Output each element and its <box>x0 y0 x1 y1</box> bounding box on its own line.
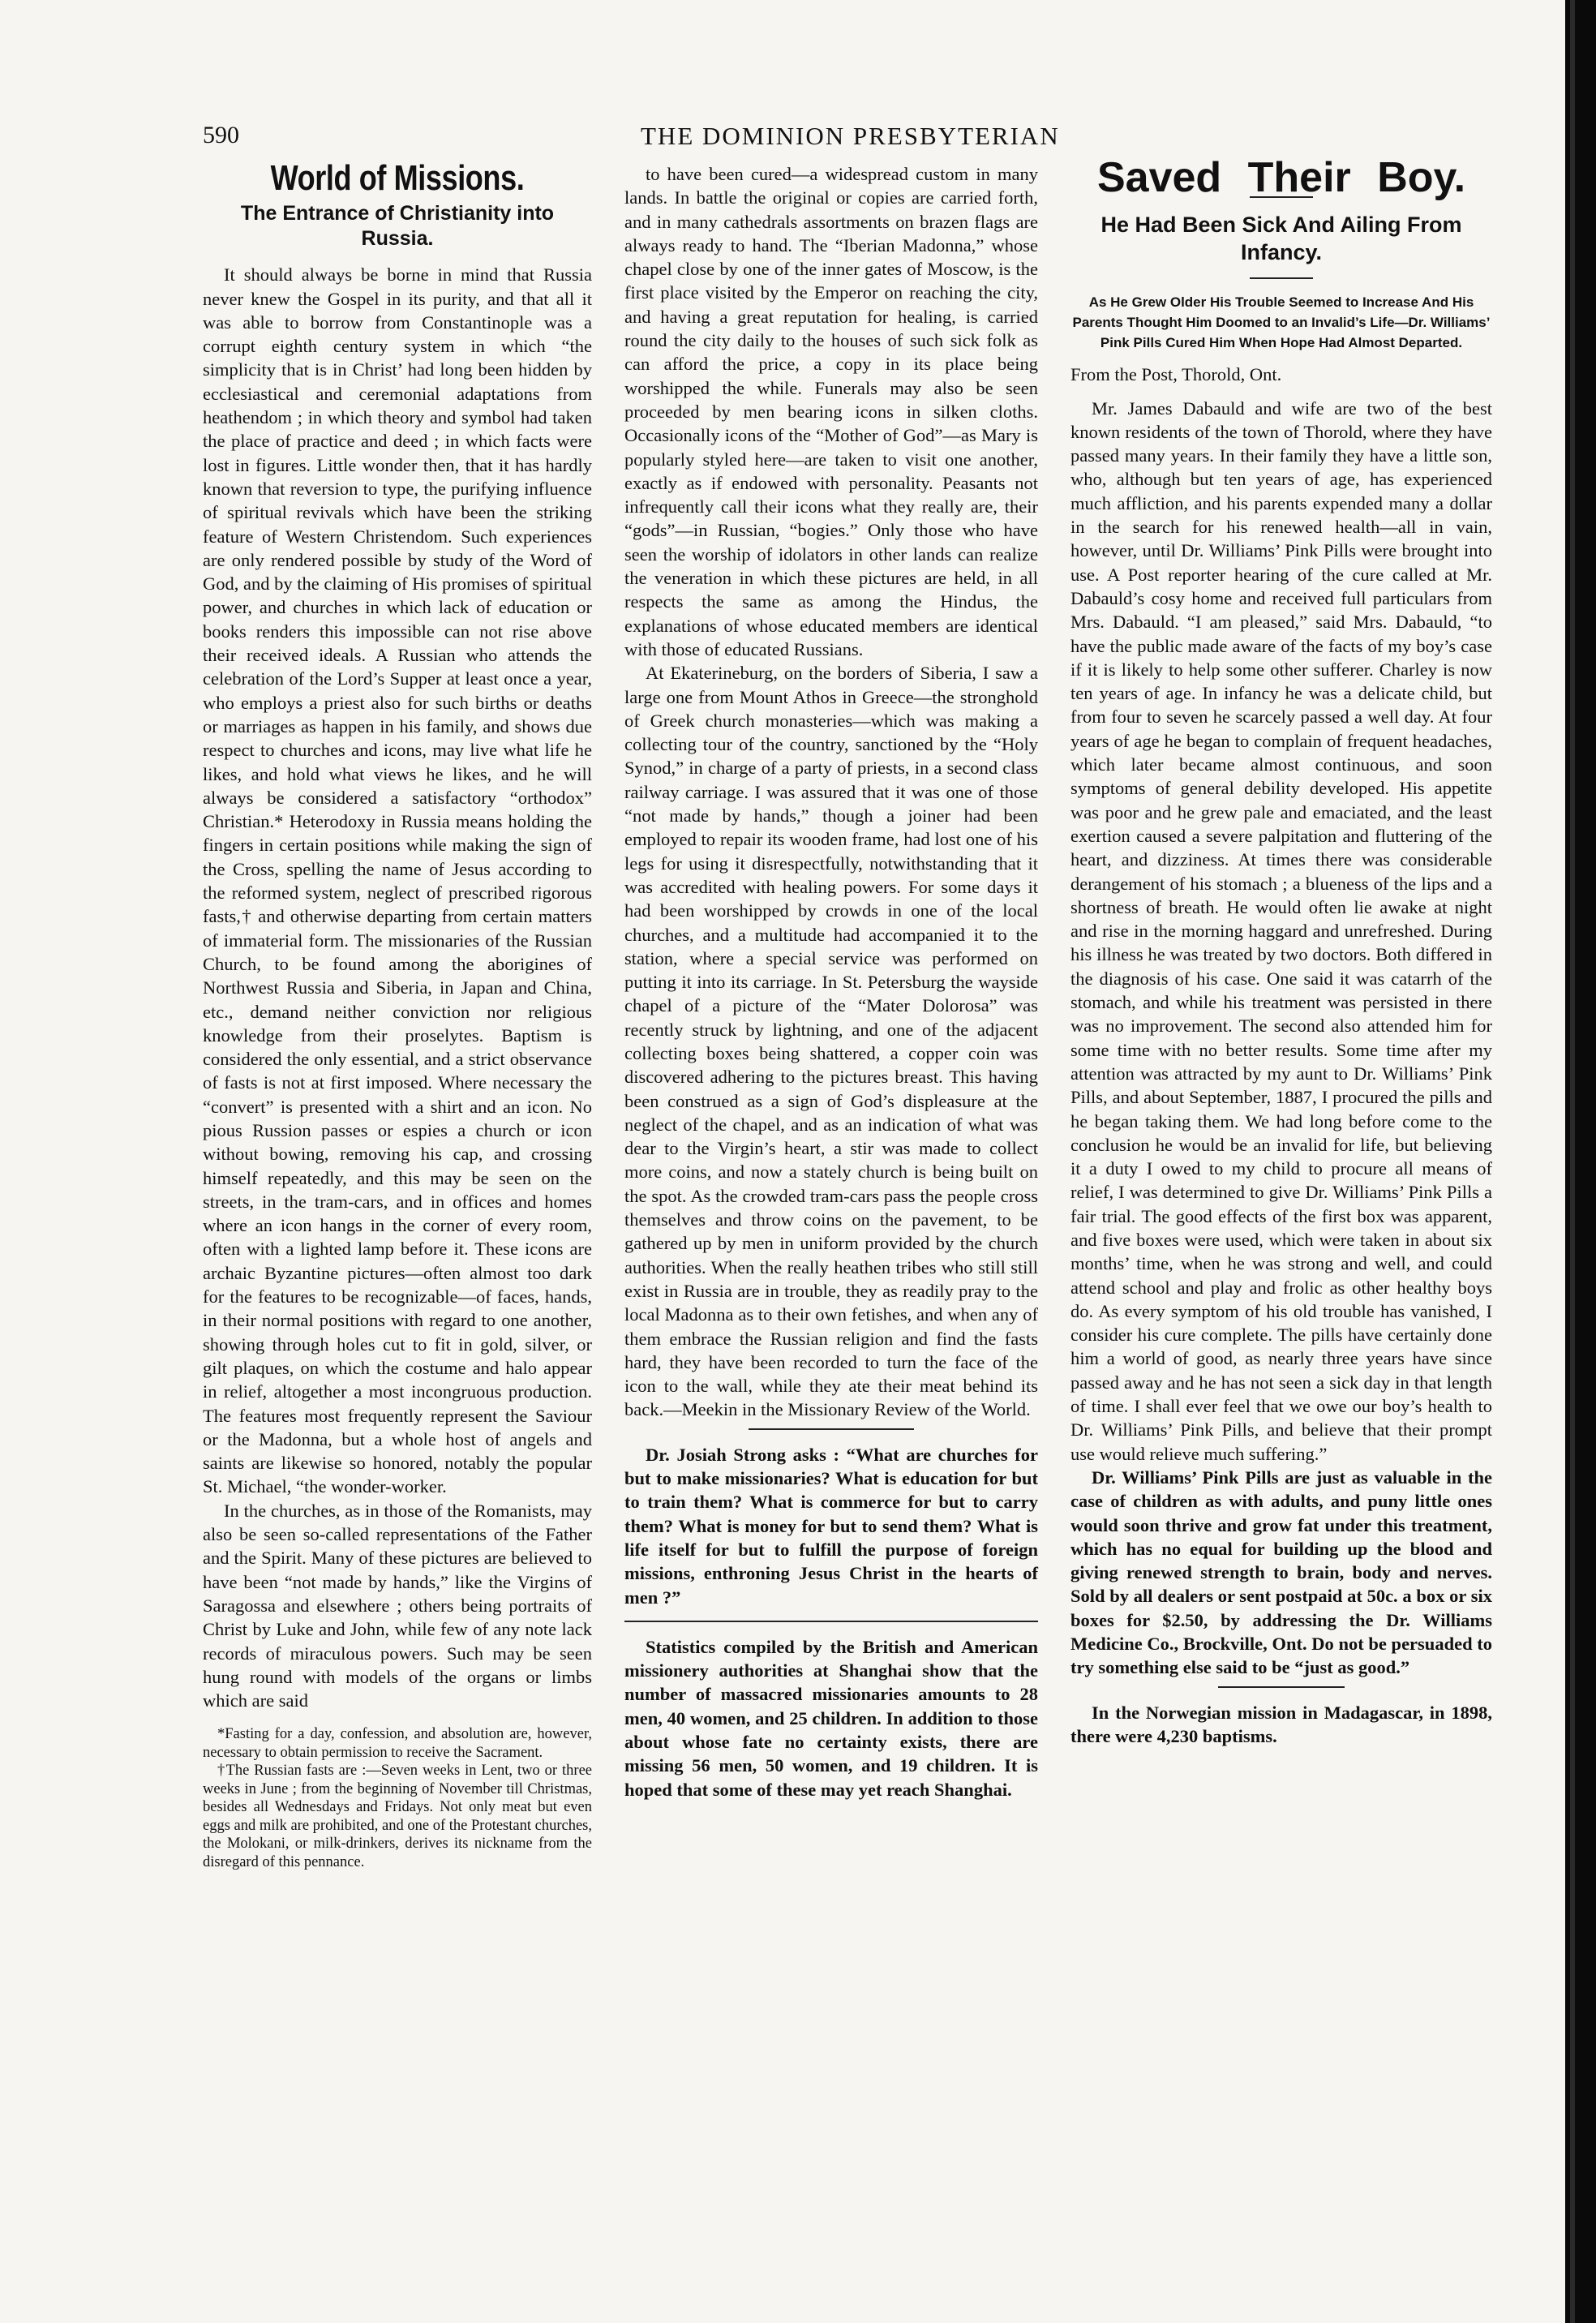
column-middle <box>624 162 1038 1801</box>
ad-title: Saved Their Boy. <box>1096 154 1466 201</box>
article-subtitle: The Entrance of Christianity into Russia. <box>240 202 555 251</box>
column-saved-their-boy <box>1070 154 1492 1748</box>
closing-paragraph: In the Norwegian mission in Madagascar, in 1898, there were 4,230 baptisms. <box>1070 1702 1492 1746</box>
divider <box>1250 277 1313 279</box>
footnotes <box>203 1725 592 1871</box>
article-paragraph: It should always be borne in mind that Russia never knew the Gospel in its purity, and that all it was able to borrow from Constantinople was a corrupt eighth century system in which “the simplicity that is in Christ’ had long been hidden by ecclesiastical and ceremonial adaptations from heathendom ; in which theory and symbol had taken the place of practice and deed ; in which facts were lost in figures. Little wonder then, that it has hardly known that reversion to type, the purifying influence of spiritual revivals which have been the striking feature of Western Christendom. Such experiences are only rendered possible by study of the Word of God, and by the claiming of His promises of spiritual power, and churches in which lack of education or books renders this impossible can not rise above their received ideals. A Russian who attends the celebration of the Lord’s Supper at least once a year, who employs a priest also for such births or deaths or marriages as happen in his family, and shows due respect to churches and icons, may live what life he likes, and hold what views he likes, and he will always be considered a satisfactory “orthodox” Christian.* Heterodoxy in Russia means holding the fingers in certain positions while making the sign of the Cross, spelling the name of Jesus according to the reformed system, neglect of prescribed rigorous fasts,† and otherwise departing from certain matters of immaterial form. The missionaries of the Russian Church, to be found among the aborigines of Northwest Russia and Siberia, in Japan and China, etc., demand neither conviction nor religious knowledge from their proselytes. Baptism is considered the only essential, and a strict observance of fasts is not at first imposed. Where necessary the “convert” is presented with a shirt and an icon. No pious Russion passes or espies a church or icon without bowing, removing his cap, and crossing himself repeatedly, and this may be seen on the streets, in the tram-cars, and in offices and homes where an icon hangs in the corner of every room, often with a lighted lamp before it. These icons are archaic Byzantine pictures—often almost too dark for the features to be recognizable—of faces, hands, in their normal positions with regard to one another, showing through holes cut to fit in gold, silver, or gilt plaques, on which the costume and halo appear in relief, altogether a most incongruous production. The features most frequently represent the Saviour or the Madonna, but a whole host of angels and saints are likewise so honored, notably the popular St. Michael, “the wonder-worker. <box>203 264 592 1497</box>
ad-subtitle: He Had Been Sick And Ailing From Infancy. <box>1100 213 1462 265</box>
masthead: THE DOMINION PRESBYTERIAN <box>641 122 1060 150</box>
dateline: From the Post, Thorold, Ont. <box>1070 364 1282 385</box>
ad-deck: As He Grew Older His Trouble Seemed to Increase And His Parents Thought Him Doomed to an Invalid’s Life—Dr. Williams’ Pink Pills Cured Him When Hope Had Almost Departed. <box>1072 294 1491 351</box>
statistics-paragraph: Statistics compiled by the British and American missionery authorities at Shanghai show that the number of massacred missionaries amounts to 28 men, 40 women, and 25 children. In addition to those about whose fate no certainty exists, there are missing 56 men, 50 women, and 19 children. It is hoped that some of these may yet reach Shanghai. <box>624 1636 1038 1800</box>
article-paragraph: In the churches, as in those of the Romanists, may also be seen so-called representations of the Father and the Spirit. Many of these pictures are believed to have been “not made by hands,” like the Virgins of Saragossa and elsewhere ; others being portraits of Christ by Luke and John, while few of any note lack records of miraculous powers. Such may be seen hung round with models of the organs or limbs which are said <box>203 1500 592 1711</box>
column-world-of-missions <box>203 158 592 1871</box>
footnote: †The Russian fasts are :—Seven weeks in Lent, two or three weeks in June ; from the beginning of November till Christmas, besides all Wednesdays and Fridays. Not only meat but even eggs and milk are prohibited, and one of the Protestant churches, the Molokani, or milk-drinkers, derives its nickname from the disregard of this pennance. <box>203 1763 592 1870</box>
article-paragraph: Mr. James Dabauld and wife are two of the best known residents of the town of Thorold, where they have passed many years. In their family they have a little son, who, although but ten years of age, has experienced much affliction, and his parents expended many a dollar in the search for his renewed health—all in vain, however, until Dr. Williams’ Pink Pills were brought into use. A Post reporter hearing of the cure called at Mr. Dabauld’s cosy home and received full particulars from Mrs. Dabauld. “I am pleased,” said Mrs. Dabauld, “to have the public made aware of the facts of my boy’s case if it is likely to help some other sufferer. Charley is now ten years of age. In infancy he was a delicate child, but from four to seven he scarcely passed a well day. At four years of age he began to complain of frequent headaches, which later became almost continuous, and soon symptoms of general debility developed. His appetite was poor and he grew pale and emaciated, and the least exertion caused a severe palpitation and fluttering of the heart, and dizziness. At times there was considerable derangement of his stomach ; a blueness of the lips and a shortness of breath. He would often lie awake at night and rise in the morning haggard and unrefreshed. During his illness he was treated by two doctors. Both differed in the diagnosis of his case. One said it was catarrh of the stomach, and while his treatment was persisted in there was no improvement. The second also attended him for some time with no better results. Some time after my attention was attracted by my aunt to Dr. Williams’ Pink Pills, and about September, 1887, I procured the pills and he began taking them. We had long before come to the conclusion he would be an invalid for life, but believing it a duty I owed to my child to procure all means of relief, I was determined to give Dr. Williams’ Pink Pills a fair trial. The good effects of the first box was apparent, and five boxes were used, which were taken in about six months’ time, when he was strong and well, and could attend school and play and frolic as other healthy boys do. As every symptom of his old trouble has vanished, I consider his cure complete. The pills have certainly done him a world of good, as nearly three years have since passed away and he has not seen a sick day in that length of time. I shall ever feel that we owe our boy’s health to Dr. Williams’ Pink Pills, and believe that their prompt use would relieve much suffering.” <box>1070 397 1492 1464</box>
divider <box>749 1428 914 1430</box>
footnote: *Fasting for a day, confession, and absolution are, however, necessary to obtain permission to receive the Sacrament. <box>203 1726 592 1761</box>
scan-edge-stripe <box>1570 0 1575 2323</box>
page-header <box>203 122 1500 154</box>
article-paragraph: At Ekaterineburg, on the borders of Siberia, I saw a large one from Mount Athos in Greece—the stronghold of Greek church monasteries—which was making a collecting tour of the country, sanctioned by the “Holy Synod,” in charge of a party of priests, in a second class railway carriage. I was assured that it was one of those “not made by hands,” though a joiner had been employed to repair its wooden frame, had lost one of his legs for using it disrespectfully, notwithstanding that it was accredited with healing powers. For some days it had been worshipped by crowds in one of the local churches, and a multitude had accompanied it to the station, where a special service was performed on putting it into its carriage. In St. Petersburg the wayside chapel of a picture of the “Mater Dolorosa” was recently struck by lightning, and one of the adjacent collecting boxes being shattered, a copper coin was discovered adhering to the pictures breast. This having been construed as a sign of God’s displeasure at the neglect of the chapel, and as an indication of what was dear to the Virgin’s heart, a stir was made to collect more coins, and now a stately church is being built on the spot. As the crowded tram-cars pass the people cross themselves and throw coins on the pavement, to be gathered up by men in uniform provided by the church authorities. When the really heathen tribes who still still exist in Russia are in trouble, they as readily pray to the local Madonna as to their own fetishes, and when any of them embrace the Russian religion and find the fasts hard, they have been recorded to turn the face of the icon to the wall, while they ate their meat behind its back.—Meekin in the Missionary Review of the World. <box>624 663 1038 1420</box>
strong-quote-paragraph: Dr. Josiah Strong asks : “What are churches for but to make missionaries? What is education for but to train them? What is commerce for but to carry them? What is money for but to send them? What is life itself for but to fulfill the purpose of foreign missions, enthroning Jesus Christ in the hearts of men ?” <box>624 1444 1038 1608</box>
article-title: World of Missions. <box>270 158 525 198</box>
article-paragraph: to have been cured—a widespread custom in many lands. In battle the original or copies are carried forth, and in many cathedrals assortments on brazen flags are always ready to hand. The “Iberian Madonna,” whose chapel close by one of the inner gates of Moscow, is the first place visited by the Emperor on reaching the city, and having a great reputation for healing, is carried round the city daily to the houses of such sick folk as can afford the price, a copy in its place being worshipped the while. Funerals may also be seen proceeded by men bearing icons in silken cloths. Occasionally icons of the “Mother of God”—as Mary is popularly styled here—are taken to visit one another, exactly as if endowed with personality. Peasants not infrequently call their icons what they really are, their “gods”—in Russian, “bogies.” Only those who have seen the worship of idolators in other lands can realize the veneration in which these pictures are held, in all respects the same as among the Hindus, the explanations of whose educated members are identical with those of educated Russians. <box>624 164 1038 659</box>
divider <box>624 1621 1038 1622</box>
divider <box>1218 1686 1345 1688</box>
article-paragraph: Dr. Williams’ Pink Pills are just as valuable in the case of children as with adults, and puny little ones would soon thrive and grow fat under this treatment, which has no equal for building up the blood and giving renewed strength to brain, body and nerves. Sold by all dealers or sent postpaid at 50c. a box or six boxes for $2.50, by addressing the Dr. Williams Medicine Co., Brockville, Ont. Do not be persuaded to try something else said to be “just as good.” <box>1070 1466 1492 1678</box>
page-number: 590 <box>203 122 239 148</box>
